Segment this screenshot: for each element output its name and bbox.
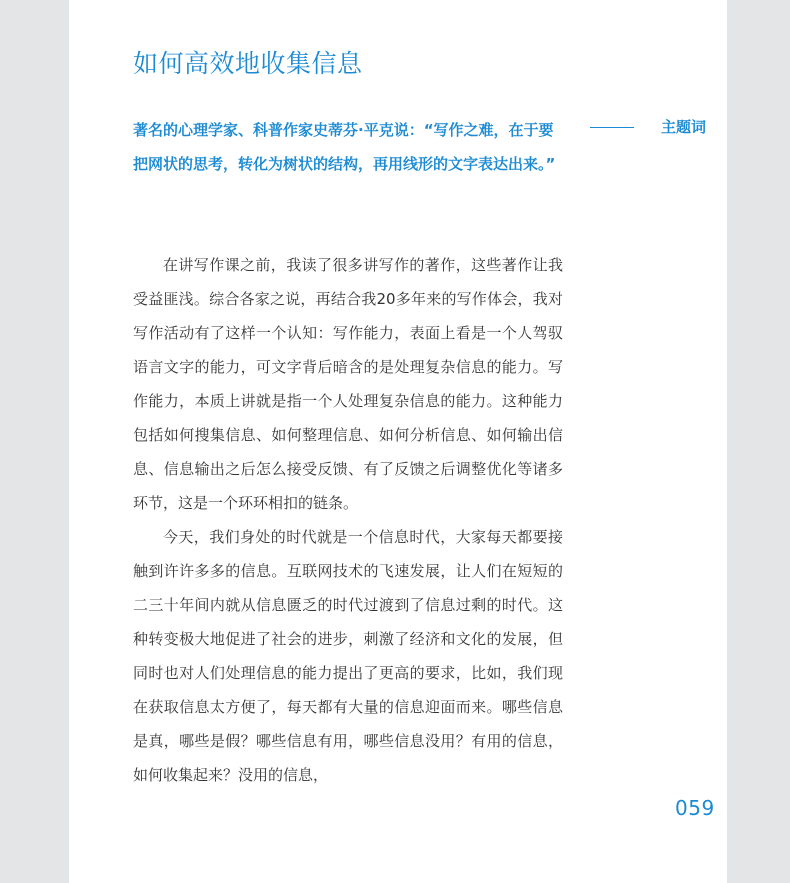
pull-quote: 著名的心理学家、科普作家史蒂芬·平克说：“写作之难，在于要把网状的思考，转化为树状的结构，再用线形的文字表达出来。” [133,121,556,173]
book-page [69,0,727,883]
side-label: 主题词 [661,118,707,136]
chapter-title: 如何高效地收集信息 [133,49,363,78]
body-text [133,248,563,792]
page-number: 059 [675,796,715,820]
paragraph: 在讲写作课之前，我读了很多讲写作的著作，这些著作让我受益匪浅。综合各家之说，再结合我20多年来的写作体会，我对写作活动有了这样一个认知：写作能力，表面上看是一个人驾驭语言文字的能力，可文字背后暗含的是处理复杂信息的能力。写作能力，本质上讲就是指一个人处理复杂信息的能力。这种能力包括如何搜集信息、如何整理信息、如何分析信息、如何输出信息、信息输出之后怎么接受反馈、有了反馈之后调整优化等诸多环节，这是一个环环相扣的链条。 [133,256,563,512]
paragraph: 今天，我们身处的时代就是一个信息时代，大家每天都要接触到许许多多的信息。互联网技术的飞速发展，让人们在短短的二三十年间内就从信息匮乏的时代过渡到了信息过剩的时代。这种转变极大地促进了社会的进步，刺激了经济和文化的发展，但同时也对人们处理信息的能力提出了更高的要求，比如，我们现在获取信息太方便了，每天都有大量的信息迎面而来。哪些信息是真，哪些是假？哪些信息有用，哪些信息没用？有用的信息，如何收集起来？没用的信息， [133,528,563,784]
side-rule [590,127,634,128]
